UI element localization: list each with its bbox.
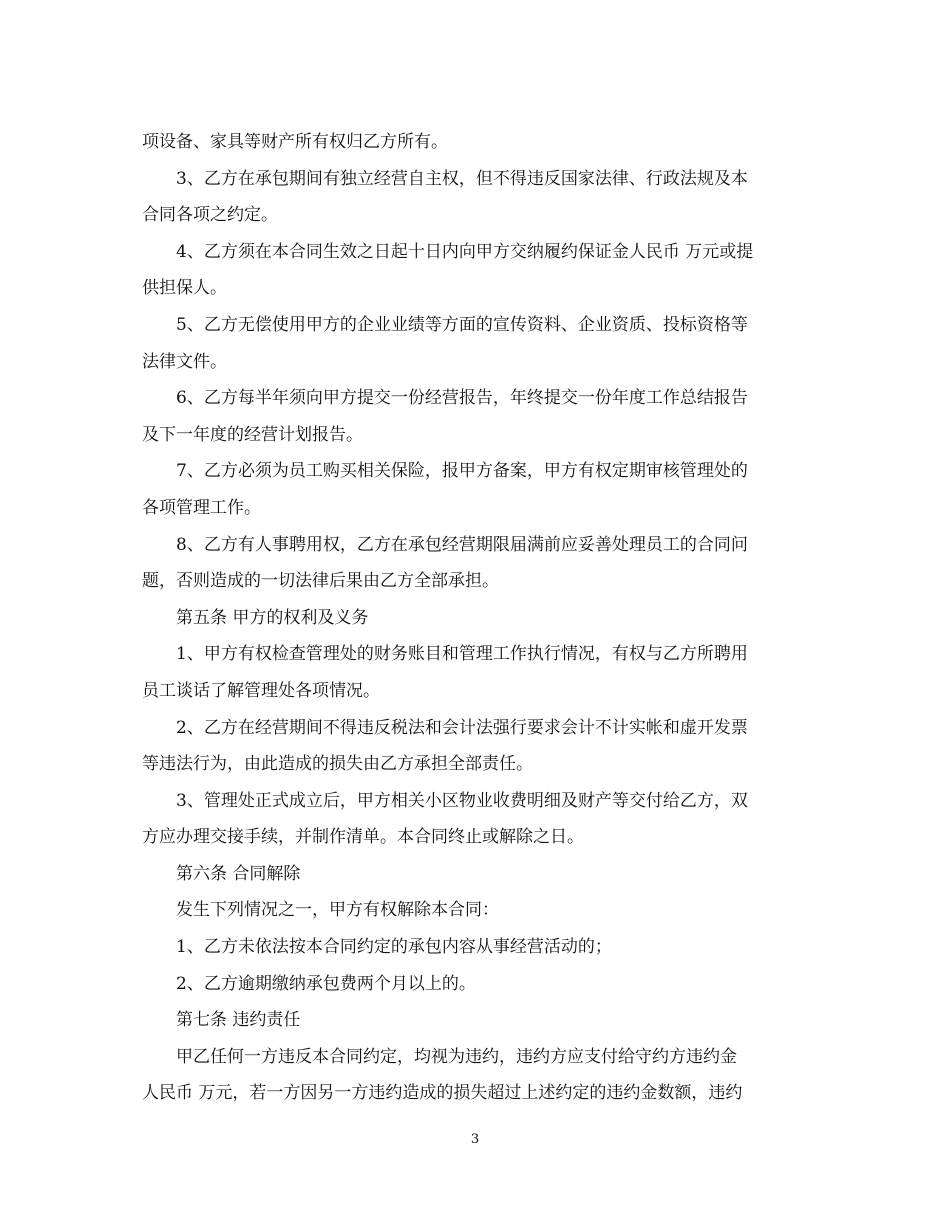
section-heading: 第六条 合同解除 (176, 863, 301, 884)
text-line: 人民币 万元，若一方因另一方违约造成的损失超过上述约定的违约金数额，违约 (142, 1083, 743, 1104)
text-line: 法律文件。 (142, 351, 227, 372)
text-line: 2、乙方在经营期间不得违反税法和会计法强行要求会计不计实帐和虚开发票 (176, 717, 748, 738)
text-line: 6、乙方每半年须向甲方提交一份经营报告，年终提交一份年度工作总结报告 (176, 388, 748, 409)
text-line: 3、乙方在承包期间有独立经营自主权，但不得违反国家法律、行政法规及本 (176, 168, 748, 189)
text-line: 7、乙方必须为员工购买相关保险，报甲方备案，甲方有权定期审核管理处的 (176, 461, 748, 482)
document-body (142, 124, 808, 1112)
text-line: 各项管理工作。 (142, 497, 261, 518)
text-line: 题，否则造成的一切法律后果由乙方全部承担。 (142, 571, 499, 592)
text-line: 4、乙方须在本合同生效之日起十日内向甲方交纳履约保证金人民币 万元或提 (176, 241, 754, 262)
text-line: 项设备、家具等财产所有权归乙方所有。 (142, 132, 448, 152)
text-line: 及下一年度的经营计划报告。 (142, 424, 363, 445)
section-heading: 第七条 违约责任 (176, 1010, 301, 1031)
text-line: 供担保人。 (142, 278, 227, 299)
text-line: 5、乙方无偿使用甲方的企业业绩等方面的宣传资料、企业资质、投标资格等 (176, 314, 748, 335)
text-line: 1、乙方未依法按本合同约定的承包内容从事经营活动的； (176, 937, 612, 958)
text-line: 合同各项之约定。 (142, 205, 278, 226)
text-line: 8、乙方有人事聘用权，乙方在承包经营期限届满前应妥善处理员工的合同问 (176, 534, 748, 555)
text-line: 方应办理交接手续，并制作清单。本合同终止或解除之日。 (142, 827, 584, 848)
text-line: 2、乙方逾期缴纳承包费两个月以上的。 (176, 973, 476, 994)
text-line: 等违法行为，由此造成的损失由乙方承担全部责任。 (142, 754, 533, 775)
text-line: 员工谈话了解管理处各项情况。 (142, 680, 380, 701)
text-line: 1、甲方有权检查管理处的财务账目和管理工作执行情况，有权与乙方所聘用 (176, 644, 748, 665)
page-number: 3 (470, 1132, 480, 1147)
text-line: 3、管理处正式成立后，甲方相关小区物业收费明细及财产等交付给乙方，双 (176, 790, 748, 811)
text-line: 发生下列情况之一，甲方有权解除本合同： (176, 900, 499, 921)
text-line: 甲乙任何一方违反本合同约定，均视为违约，违约方应支付给守约方违约金 (176, 1046, 737, 1067)
section-heading: 第五条 甲方的权利及义务 (176, 607, 369, 628)
